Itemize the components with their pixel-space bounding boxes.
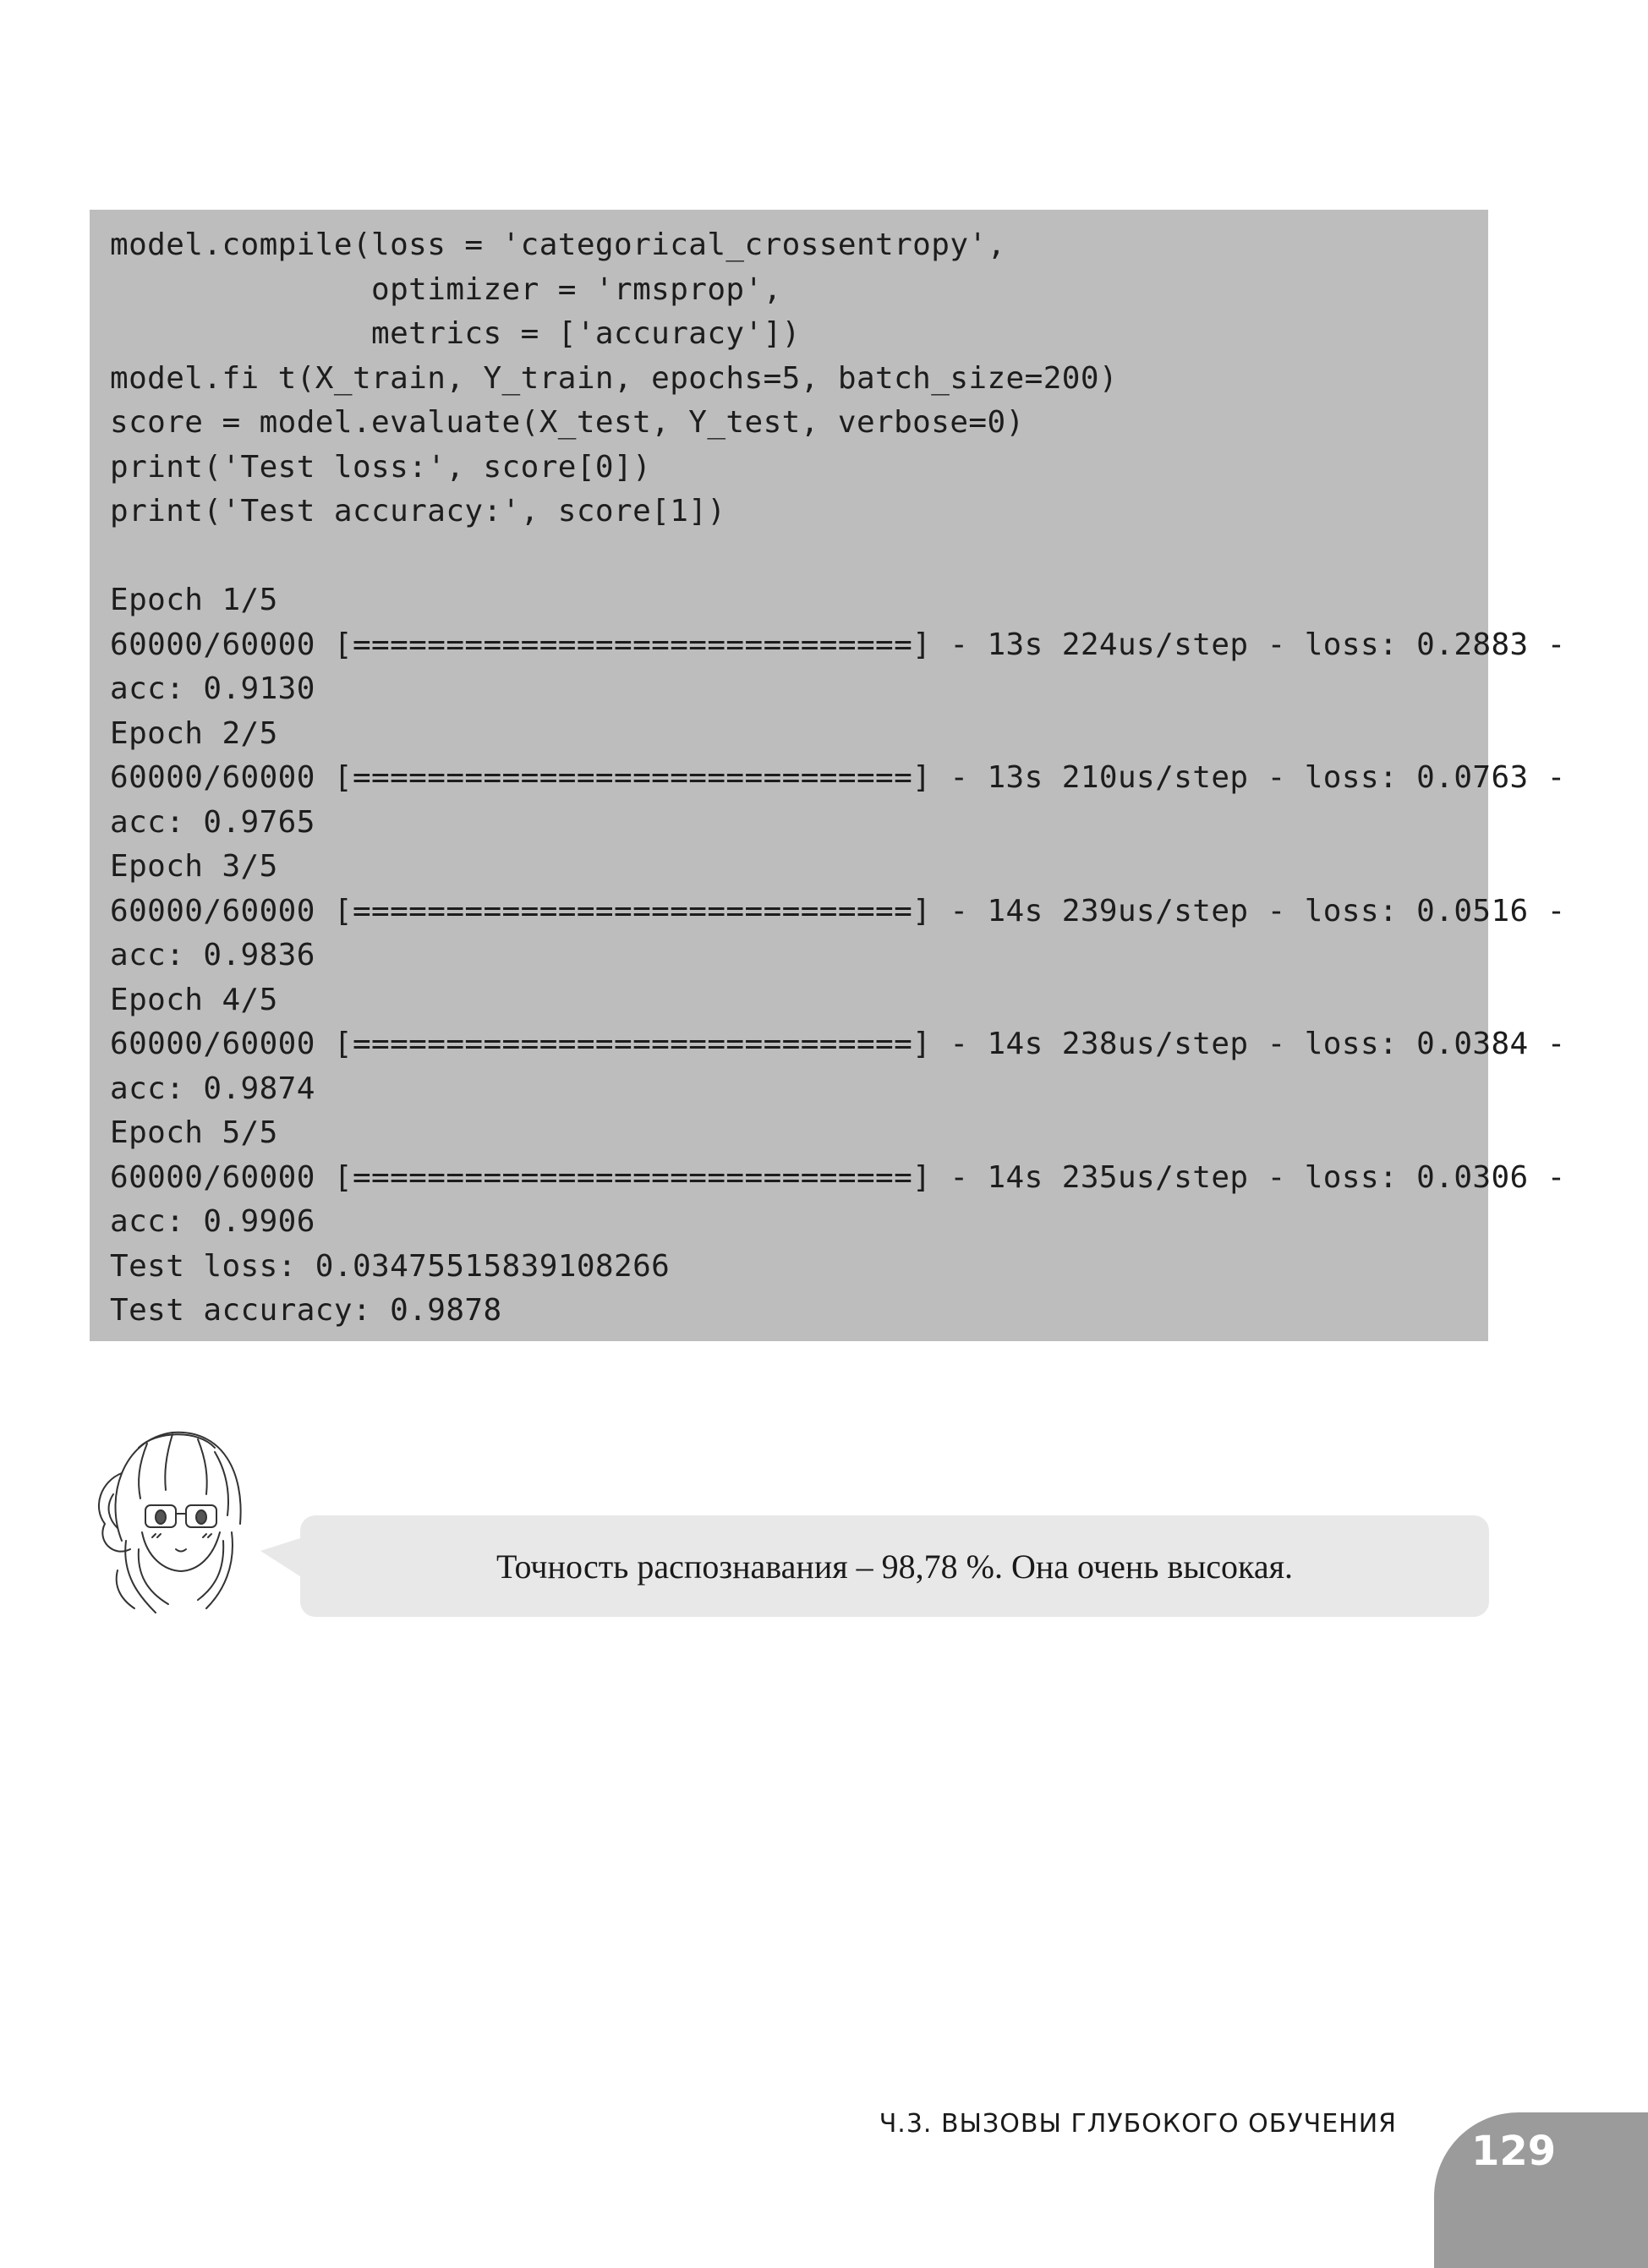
code-line: acc: 0.9874 [110,1071,315,1106]
code-line: print('Test loss:', score[0]) [110,449,652,485]
page-number: 129 [1471,2128,1557,2175]
speech-bubble [300,1515,1489,1617]
code-line: Epoch 2/5 [110,715,278,751]
code-block [90,210,1566,1341]
code-line: Epoch 4/5 [110,982,278,1017]
code-line: score = model.evaluate(X_test, Y_test, verbose=0) [110,405,1025,440]
code-line: optimizer = 'rmsprop', [110,271,782,307]
code-line: 60000/60000 [==============================] - 13s 210us/step - loss: 0.0763 - [110,760,1566,795]
code-line: acc: 0.9765 [110,804,315,840]
code-line: print('Test accuracy:', score[1]) [110,494,726,529]
code-line: 60000/60000 [==============================] - 13s 224us/step - loss: 0.2883 - [110,627,1566,662]
anime-girl-with-glasses-icon [88,1414,257,1617]
code-line: acc: 0.9906 [110,1204,315,1239]
code-line: Epoch 1/5 [110,583,278,617]
code-line: acc: 0.9130 [110,671,315,706]
running-head: Ч.3. ВЫЗОВЫ ГЛУБОКОГО ОБУЧЕНИЯ [879,2109,1397,2139]
code-line: Epoch 5/5 [110,1115,278,1150]
code-line [110,534,1468,579]
code-line: Epoch 3/5 [110,849,278,884]
code-line: 60000/60000 [==============================] - 14s 235us/step - loss: 0.0306 - [110,1159,1566,1195]
speech-bubble-text: Точность распознавания – 98,78 %. Она очень высокая. [496,1547,1293,1586]
speech-bubble-tail [260,1537,303,1578]
code-line: metrics = ['accuracy']) [110,316,801,351]
code-line: acc: 0.9836 [110,938,315,972]
page-number-tab [1434,2112,1648,2268]
code-line: model.compile(loss = 'categorical_crossentropy', [110,227,1006,262]
code-line: Test accuracy: 0.9878 [110,1293,502,1328]
code-line: 60000/60000 [==============================] - 14s 239us/step - loss: 0.0516 - [110,893,1566,929]
code-line: 60000/60000 [==============================] - 14s 238us/step - loss: 0.0384 - [110,1027,1566,1061]
code-line: Test loss: 0.03475515839108266 [110,1248,671,1284]
code-line: model.fi t(X_train, Y_train, epochs=5, batch_size=200) [110,360,1118,396]
